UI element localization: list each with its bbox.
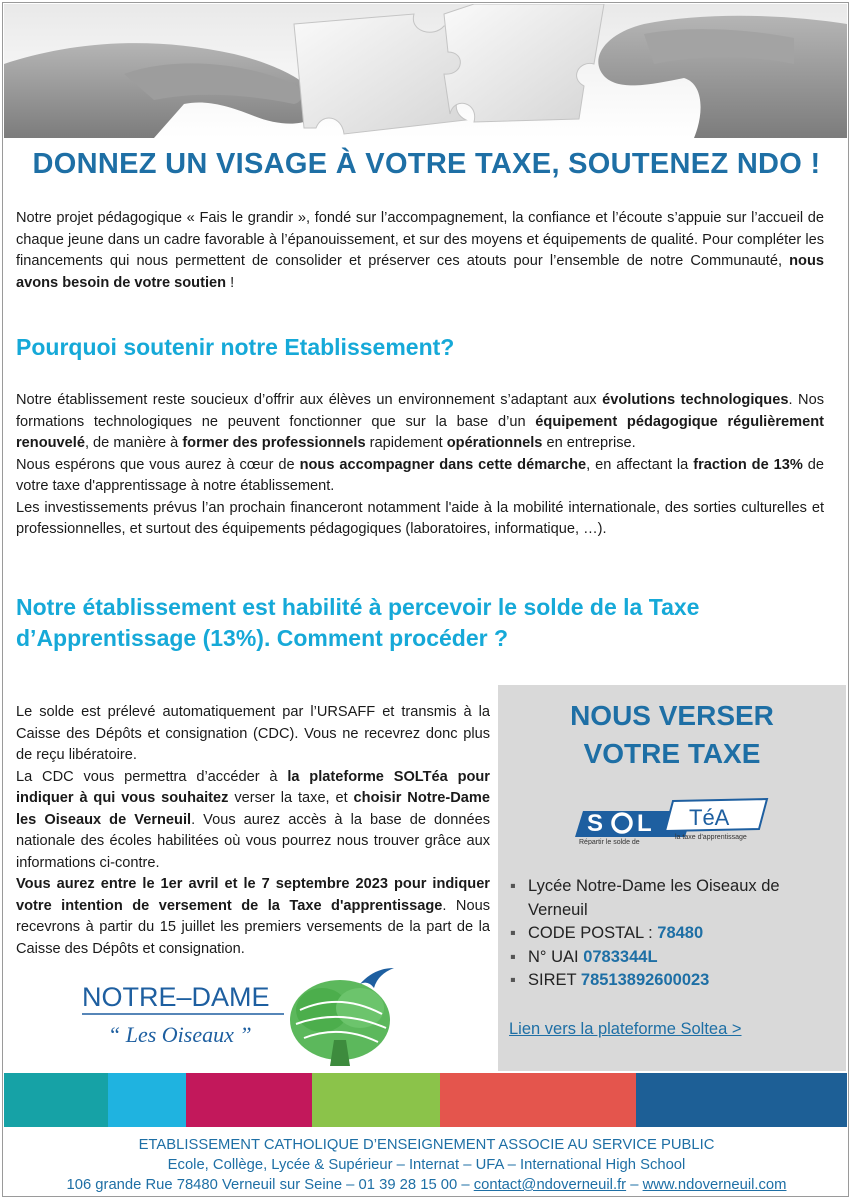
section2-body: Le solde est prélevé automatiquement par l’URSAFF et transmis à la Caisse des Dépôts et consignation (CDC). Vous ne recevrez donc plus de reçu libératoire. La CDC vous permettra d’accéder à la plateforme SOLTéa pour indiquer à qui vous souhaitez verser la taxe, et choisir Notre-Dame les Oiseaux de Verneuil. Vous aurez accès à la base de données nationale des écoles habilitées où vous pourrez nous trouver grâce aux informations ci-contre. Vous aurez entre le 1er avril et le 7 septembre 2023 pour indiquer votre intention de versement de la Taxe d'apprentissage. Nous recevrons à partir du 15 juillet les premiers versements de la part de la Caisse des Dépôts et consignation.	[16, 704, 491, 957]
stripe-green	[312, 1073, 440, 1127]
school-logo	[78, 962, 398, 1070]
svg-text:TéA: TéA	[689, 805, 730, 830]
siret-number: ▪ SIRET 78513892600023	[508, 969, 838, 993]
uai-number: ▪ N° UAI 0783344L	[508, 946, 838, 970]
section1-body: Notre établissement reste soucieux d’offrir aux élèves un environnement s’adaptant aux évolutions technologiques. Nos formations technologiques ne peuvent fonctionner que sur la base d’un équipement pédagogique régulièrement renouvelé, de manière à former des professionnels rapidement opérationnels en entreprise. Nous espérons que vous aurez à cœur de nous accompagner dans cette démarche, en affectant la fraction de 13% de votre taxe d'apprentissage à notre établissement. Les investissements prévus l’an prochain financeront notamment l'aide à la mobilité internationale, des sorties culturelles et professionnelles, et surtout des équipements pédagogiques (laboratoires, informatique, …).	[16, 392, 824, 537]
stripe-red	[440, 1073, 636, 1127]
bird-icon	[360, 968, 394, 988]
stripe-cyan	[108, 1073, 186, 1127]
svg-text:la taxe d'apprentissage: la taxe d'apprentissage	[675, 834, 747, 841]
soltea-logo	[573, 797, 773, 845]
section1-heading: Pourquoi soutenir notre Etablissement?	[16, 334, 455, 360]
svg-text:“ Les Oiseaux ”: “ Les Oiseaux ”	[108, 1022, 252, 1047]
stripe-blue	[636, 1073, 847, 1127]
website-link[interactable]: www.ndoverneuil.com	[642, 1177, 787, 1193]
footer-line1: ETABLISSEMENT CATHOLIQUE D’ENSEIGNEMENT ASSOCIE AU SERVICE PUBLIC	[138, 1137, 715, 1153]
page-title: DONNEZ UN VISAGE À VOTRE TAXE, SOUTENEZ NDO !	[32, 148, 821, 180]
footer	[0, 1135, 853, 1195]
postal-code: ▪ CODE POSTAL : 78480	[508, 922, 838, 946]
color-stripes	[4, 1073, 847, 1127]
section2-heading: Notre établissement est habilité à percevoir le solde de la Taxe d’Apprentissage (13%). Comment procéder ?	[16, 594, 700, 651]
tree-icon	[290, 980, 390, 1066]
header-photo	[4, 4, 847, 138]
svg-text:L: L	[637, 810, 652, 837]
email-link[interactable]: contact@ndoverneuil.fr	[473, 1177, 627, 1193]
footer-line2: Ecole, Collège, Lycée & Supérieur – Internat – UFA – International High School	[167, 1157, 686, 1173]
intro-paragraph: Notre projet pédagogique « Fais le grandir », fondé sur l’accompagnement, la confiance et l’écoute s’appuie sur l’accueil de chaque jeune dans un cadre favorable à l’épanouissement, et sur des moyens et équipements de qualité. Pour compléter les financements qui nous permettent de consolider et préserver ces atouts pour l’ensemble de notre Communauté, nous avons besoin de votre soutien !	[16, 210, 824, 291]
panel-title: NOUS VERSER VOTRE TAXE	[570, 700, 774, 769]
school-info-list	[508, 875, 838, 993]
svg-text:NOTRE–DAME: NOTRE–DAME	[82, 982, 270, 1012]
school-name: ▪ Lycée Notre-Dame les Oiseaux de Verneuil	[508, 875, 838, 922]
svg-text:S: S	[587, 810, 604, 837]
svg-text:Répartir le solde de: Répartir le solde de	[579, 839, 640, 845]
stripe-magenta	[186, 1073, 312, 1127]
tax-panel	[498, 685, 846, 1071]
stripe-teal	[4, 1073, 108, 1127]
footer-line3: 106 grande Rue 78480 Verneuil sur Seine – 01 39 28 15 00 – contact@ndoverneuil.fr – www.ndoverneuil.com	[66, 1177, 787, 1193]
soltea-link[interactable]: Lien vers la plateforme Soltea >	[509, 1020, 742, 1038]
